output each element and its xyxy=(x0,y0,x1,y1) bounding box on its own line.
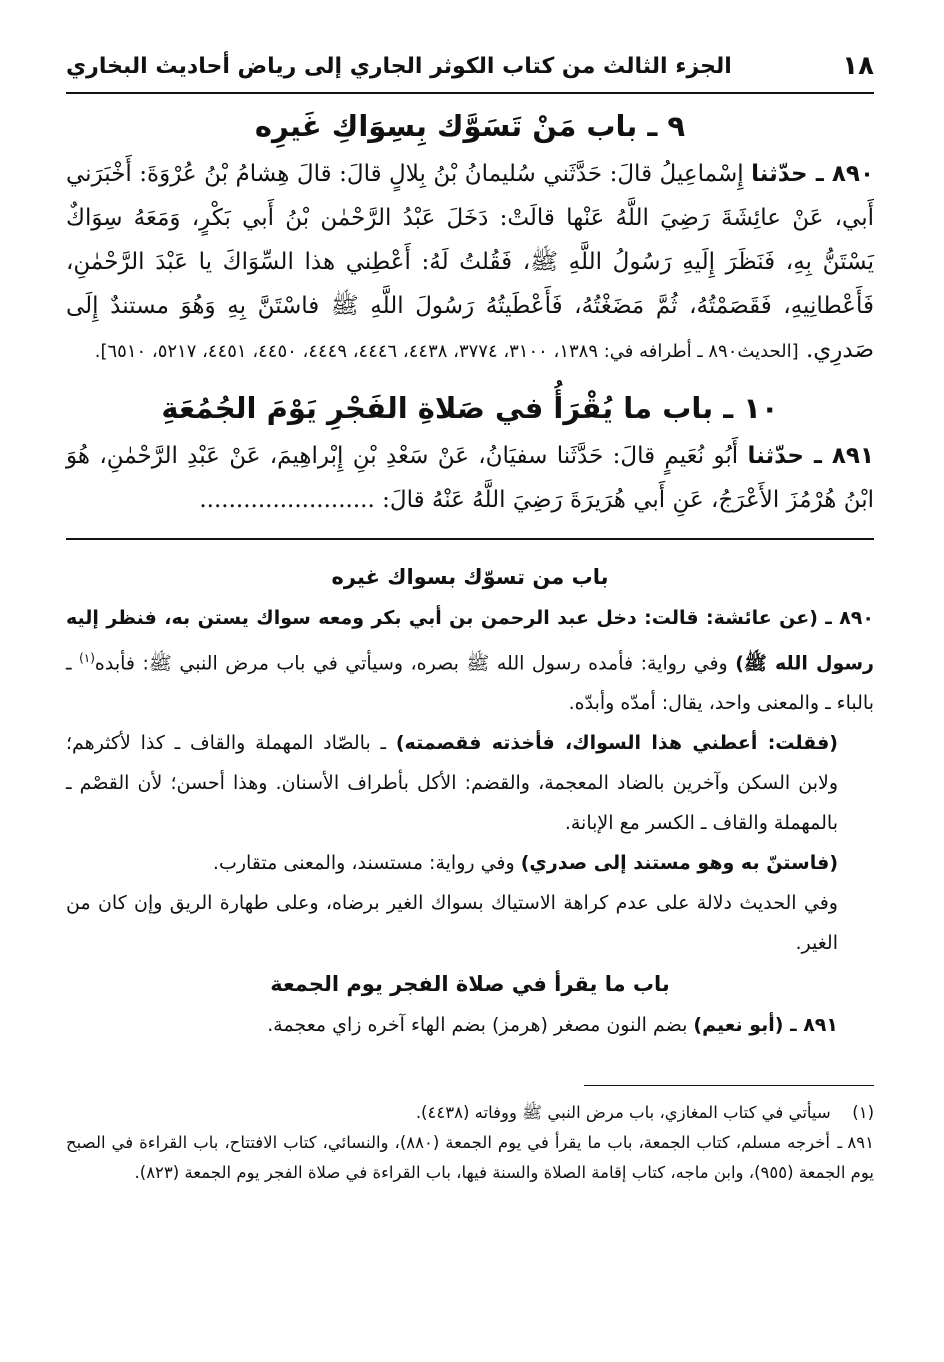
hadith-890-text: إِسْماعِيلُ قالَ: حَدَّثَني سُليمانُ بْنُ بِلالٍ قالَ: قالَ هِشامُ بْنُ عُرْوَةَ: أَخْبَرَني أَبي، عَنْ عائِشَةَ رَضِيَ اللَّهُ عَنْها قالَتْ: دَخَلَ عَبْدُ الرَّحْمٰن بْنُ أَبي بَكْرٍ، وَمَعَهُ سِوَاكٌ يَسْتَنُّ بِهِ، فَنَظَرَ إِلَيهِ رَسُولُ اللَّهِ ﷺ، فَقُلتُ لَهُ: أَعْطِني هذا السِّوَاكَ يا عَبْدَ الرَّحْمٰنِ، فَأَعْطانِيهِ، فَقَصَمْتُهُ، ثُمَّ مَضَغْتُهُ، فَأَعْطَيتُهُ رَسُولَ اللَّهِ ﷺ فاسْتَنَّ بِهِ وَهُوَ مستندٌ إِلَى صَدرِي. xyxy=(66,161,874,363)
page-header xyxy=(66,40,874,94)
hadith-891-text: أَبُو نُعَيمٍ قالَ: حَدَّثَنا سفيَانُ، عَنْ سَعْدِ بْنِ إِبْراهِيمَ، عَنْ عَبْدِ الرَّحْمٰنِ، هُوَ ابْنُ هُرْمُزَ الأَعْرَجُ، عَنِ أَبي هُرَيرَةَ رَضِيَ اللَّهُ عَنْهُ قالَ: ........................ xyxy=(66,443,874,513)
page-number: ١٨ xyxy=(842,51,874,81)
commentary-p5-quote: ٨٩١ ـ (أبو نعيم) xyxy=(693,1014,838,1037)
footnote-1 xyxy=(66,1098,874,1128)
commentary-paragraph-3 xyxy=(66,843,874,883)
commentary-divider xyxy=(66,538,874,540)
running-title: الجزء الثالث من كتاب الكوثر الجاري إلى رياض أحاديث البخاري xyxy=(66,53,732,79)
main-content xyxy=(66,100,874,1188)
footnote-891 xyxy=(66,1128,874,1188)
hadith-890 xyxy=(66,152,874,374)
footnote-891-marker: ٨٩١ ـ xyxy=(837,1133,874,1153)
footnote-reference: (١) xyxy=(79,651,95,665)
hadith-890-lead: ٨٩٠ ـ حدّثنا xyxy=(751,161,874,187)
commentary-p2-quote: (فقلت: أعطني هذا السواك، فأخذته فقصمته) xyxy=(395,732,838,755)
commentary-section-2-title: باب ما يقرأ في صلاة الفجر يوم الجمعة xyxy=(270,972,670,997)
commentary-section-1-title: باب من تسوّك بسواك غيره xyxy=(331,565,609,589)
commentary-p1-text: وفي رواية: فأمده رسول الله ﷺ بصره، وسيأتي في باب مرض النبي ﷺ: فأبده xyxy=(94,652,728,675)
hadith-891 xyxy=(66,434,874,522)
hadith-890-ref: [الحديث٨٩٠ ـ أطرافه في: ١٣٨٩، ٣١٠٠، ٣٧٧٤، ٤٤٣٨، ٤٤٤٦، ٤٤٤٩، ٤٤٥٠، ٤٤٥١، ٥٢١٧، ٦٥١٠]. xyxy=(94,341,799,362)
commentary-paragraph-1 xyxy=(66,598,874,723)
commentary-paragraph-5 xyxy=(66,1005,874,1045)
commentary-p1-quote: ٨٩٠ ـ (عن عائشة: قالت: دخل عبد الرحمن بن أبي بكر ومعه سواك يستن به، فنظر إليه رسول الله ﷺ) xyxy=(66,607,874,675)
chapter-9-title: ٩ ـ باب مَنْ تَسَوَّك بِسِوَاكِ غَيرِه xyxy=(254,109,686,143)
commentary-p3-quote: (فاستنّ به وهو مستند إلى صدري) xyxy=(520,852,838,875)
commentary-p2-text: ـ بالصّاد المهملة والقاف ـ كذا لأكثرهم؛ ولابن السكن وآخرين بالضاد المعجمة، والقضم: الأكل بأطراف الأسنان. وهذا أحسن؛ لأن القصْم ـ بالمهملة والقاف ـ الكسر مع الإبانة. xyxy=(66,732,838,835)
hadith-891-lead: ٨٩١ ـ حدّثنا xyxy=(747,443,874,469)
footnote-1-marker: (١) xyxy=(852,1103,874,1123)
commentary-paragraph-4: وفي الحديث دلالة على عدم كراهة الاستياك بسواك الغير برضاه، وعلى طهارة الريق وإن كان من الغير. xyxy=(66,892,838,955)
commentary-p1-tail: ـ بالباء ـ والمعنى واحد، يقال: أمدّه وأبدّه. xyxy=(66,652,874,715)
commentary-p3-text: وفي رواية: مستسند، والمعنى متقارب. xyxy=(212,852,515,875)
commentary-paragraph-2 xyxy=(66,723,874,843)
commentary-p5-text: بضم النون مصغر (هرمز) بضم الهاء آخره زاي معجمة. xyxy=(267,1014,688,1037)
footnote-1-text: سيأتي في كتاب المغازي، باب مرض النبي ﷺ ووفاته (٤٤٣٨). xyxy=(415,1103,831,1123)
footnote-891-text: أخرجه مسلم، كتاب الجمعة، باب ما يقرأ في يوم الجمعة (٨٨٠)، والنسائي، كتاب الافتتاح، باب القراءة في الصبح يوم الجمعة (٩٥٥)، وابن ماجه، كتاب إقامة الصلاة والسنة فيها، باب القراءة في صلاة الفجر يوم الجمعة (٨٢٣). xyxy=(66,1133,874,1183)
chapter-10-title: ١٠ ـ باب ما يُقْرَأُ في صَلاةِ الفَجْرِ يَوْمَ الجُمُعَةِ xyxy=(161,391,779,425)
footnote-rule xyxy=(584,1085,874,1086)
